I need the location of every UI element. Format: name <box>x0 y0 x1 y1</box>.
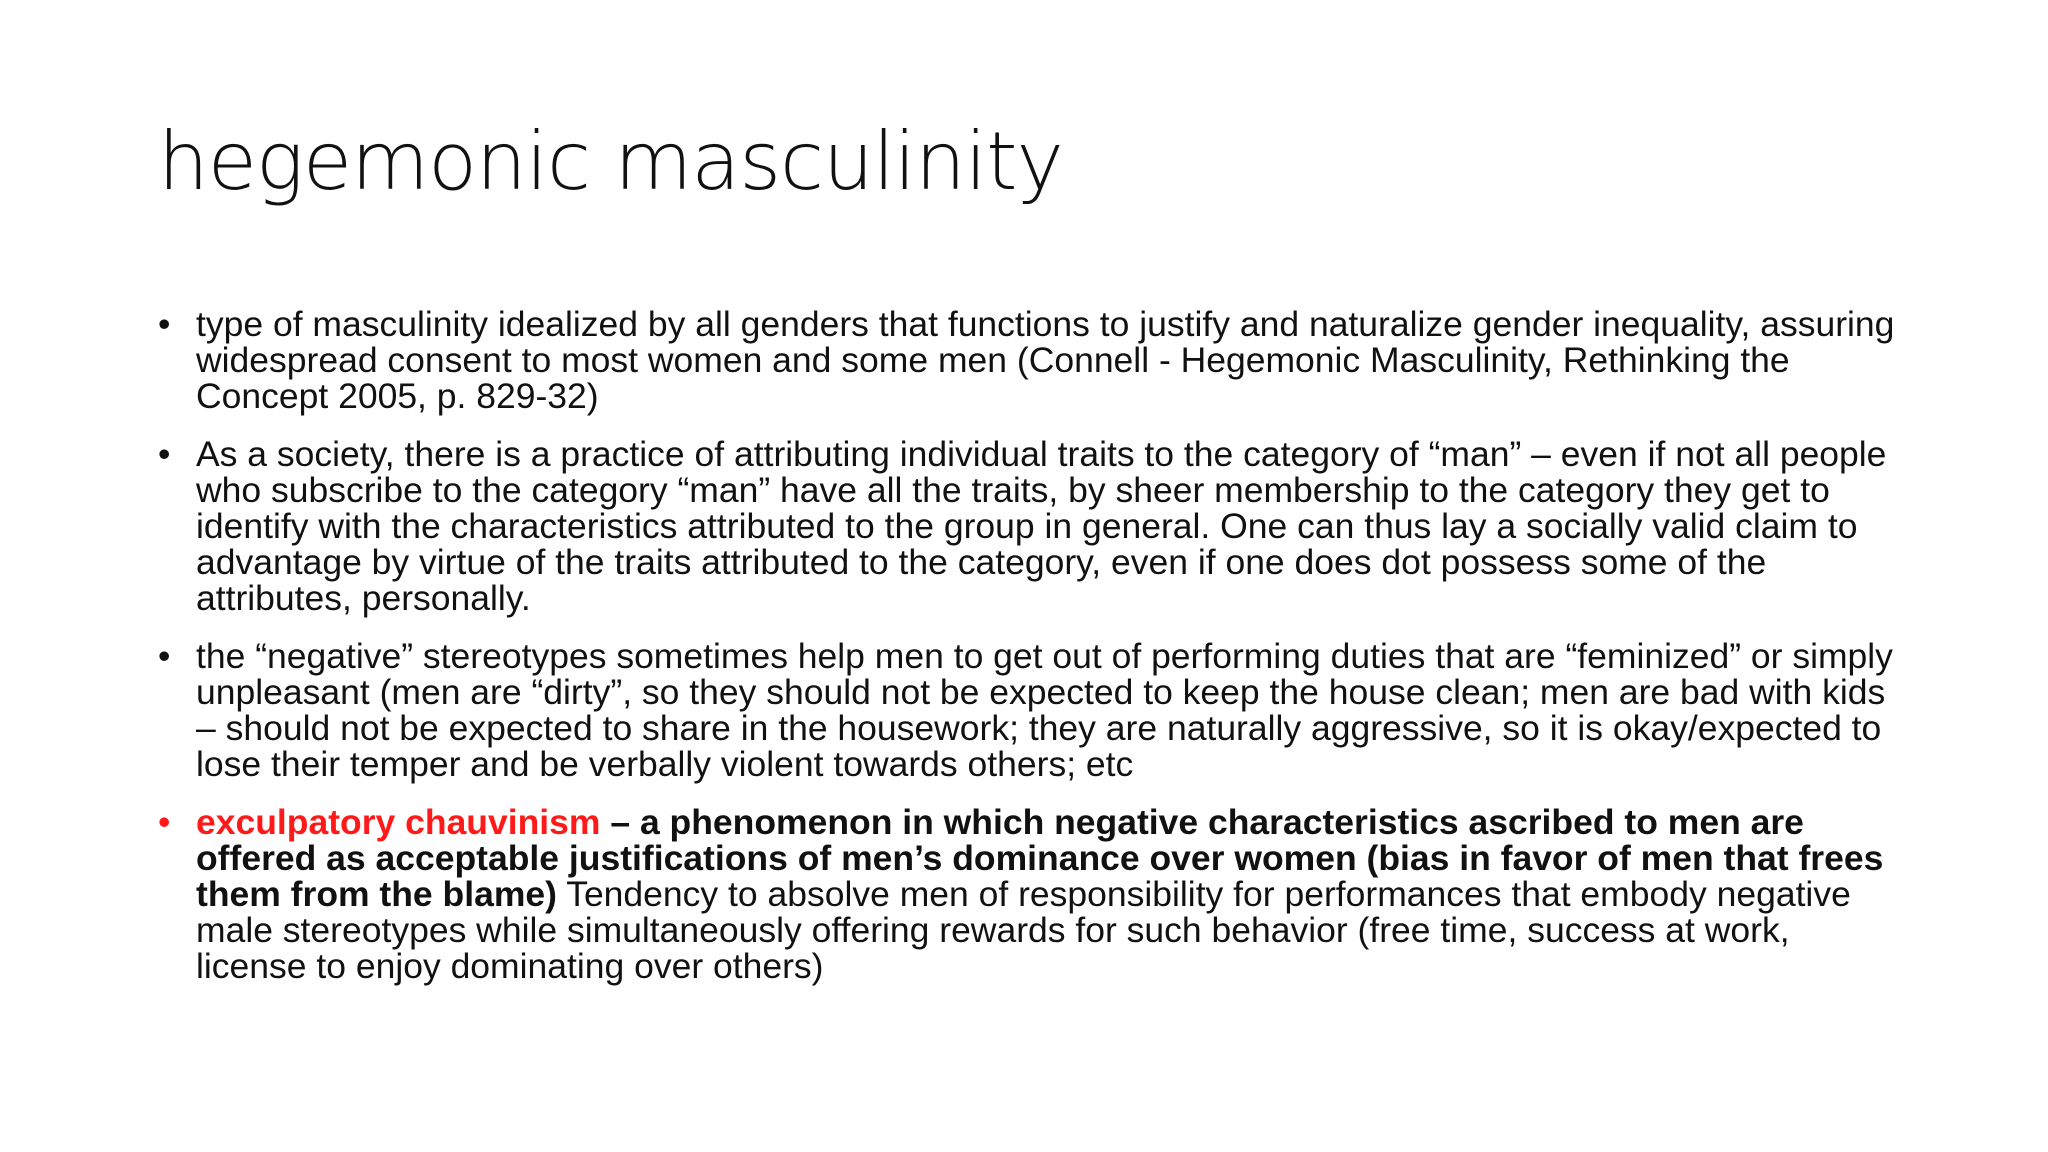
bullet-dot-icon: • <box>158 636 171 676</box>
term-exculpatory-chauvinism: exculpatory chauvinism <box>196 802 601 842</box>
bullet-dot-icon-red: • <box>158 802 171 842</box>
bullet-list <box>158 306 1898 1006</box>
bullet-text: As a society, there is a practice of attributing individual traits to the category of “man” – even if not all people who subscribe to the category “man” have all the traits, by sheer membership to the category they get to identify with the characteristics attributed to the group in general. One can thus lay a socially valid claim to advantage by virtue of the traits attributed to the category, even if one does dot possess some of the attributes, personally. <box>196 434 1887 618</box>
bullet-text: type of masculinity idealized by all genders that functions to justify and naturalize gender inequality, assuring widespread consent to most women and some men (Connell - Hegemonic Masculinity, Rethinking the Concept 2005, p. 829-32) <box>196 304 1895 416</box>
bullet-item-2 <box>158 436 1898 616</box>
slide-title: hegemonic masculinity <box>158 115 1063 208</box>
bullet-item-4 <box>158 804 1898 984</box>
bullet-dot-icon: • <box>158 434 171 474</box>
term-definition: – a phenomenon in which negative characteristics ascribed to men are offered as acceptable justifications of men’s dominance over women (bias in favor of men that frees them from the blame) <box>196 802 1884 914</box>
bullet-item-1 <box>158 306 1898 414</box>
bullet-text: Tendency to absolve men of responsibility for performances that embody negative male stereotypes while simultaneously offering rewards for such behavior (free time, success at work, license to enjoy dominating over others) <box>196 874 1851 986</box>
bullet-item-3 <box>158 638 1898 782</box>
bullet-text: the “negative” stereotypes sometimes help men to get out of performing duties that are “feminized” or simply unpleasant (men are “dirty”, so they should not be expected to keep the house clean; men are bad with kids – should not be expected to share in the housework; they are naturally aggressive, so it is okay/expected to lose their temper and be verbally violent towards others; etc <box>196 636 1893 784</box>
bullet-dot-icon: • <box>158 304 171 344</box>
